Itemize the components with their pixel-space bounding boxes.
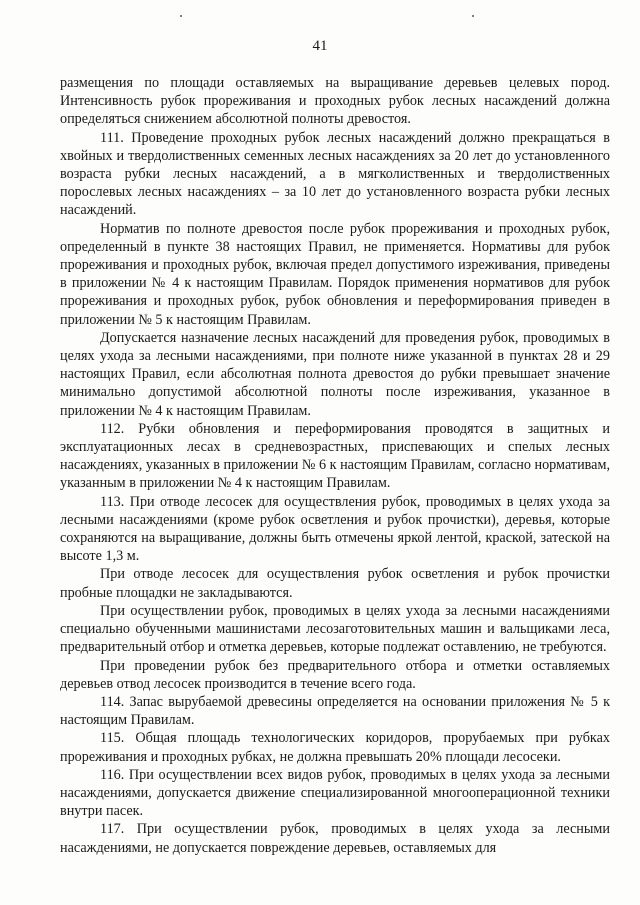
paragraph: 115. Общая площадь технологических коридоров, прорубаемых при рубках прореживания и проходных рубках, не должна превышать 20% площади лесосеки. bbox=[60, 730, 610, 765]
paragraph: Допускается назначение лесных насаждений для проведения рубок, проводимых в целях ухода за лесными насаждениями, при полноте ниже указанной в пунктах 28 и 29 настоящих Правил, если абсолютная полнота древостоя до рубки превышает значение минимально допустимой абсолютной полноты после изреживания, указанное в приложении № 4 к настоящим Правилам. bbox=[60, 329, 610, 419]
paragraph: 117. При осуществлении рубок, проводимых в целях ухода за лесными насаждениями, не допускается повреждение деревьев, оставляемых для bbox=[60, 821, 610, 856]
paragraph: 113. При отводе лесосек для осуществления рубок, проводимых в целях ухода за лесными насаждениями (кроме рубок осветления и рубок прочистки), деревья, которые сохраняются на выращивание, должны быть отмечены яркой лентой, краской, затеской на высоте 1,3 м. bbox=[60, 493, 610, 565]
paragraph: 114. Запас вырубаемой древесины определяется на основании приложения № 5 к настоящим Правилам. bbox=[60, 693, 610, 729]
paragraph: При проведении рубок без предварительного отбора и отметки оставляемых деревьев отвод лесосек производится в течение всего года. bbox=[60, 657, 610, 692]
scan-speck bbox=[180, 15, 182, 17]
paragraph: При отводе лесосек для осуществления рубок осветления и рубок прочистки пробные площадки не закладываются. bbox=[60, 566, 610, 601]
paragraph: При осуществлении рубок, проводимых в целях ухода за лесными насаждениями специально обученными машинистами лесозаготовительных машин и вальщиками леса, предварительный отбор и отметка деревьев, которые подлежат оставлению, не требуются. bbox=[60, 602, 610, 656]
paragraph: 116. При осуществлении всех видов рубок, проводимых в целях ухода за лесными насаждениями, допускается движение специализированной многооперационной техники внутри пасек. bbox=[60, 766, 610, 820]
document-body bbox=[60, 74, 610, 857]
paragraph: размещения по площади оставляемых на выращивание деревьев целевых пород. Интенсивность рубок прореживания и проходных рубок лесных насаждений должна определяться снижением абсолютной полноты древостоя. bbox=[60, 75, 610, 128]
paragraph: 112. Рубки обновления и переформирования проводятся в защитных и эксплуатационных лесах в средневозрастных, приспевающих и спелых лесных насаждениях, указанных в приложении № 6 к настоящим Правилам, согласно нормативам, указанным в приложении № 4 к настоящим Правилам. bbox=[60, 420, 610, 492]
paragraph: Норматив по полноте древостоя после рубок прореживания и проходных рубок, определенный в пункте 38 настоящих Правил, не применяется. Нормативы для рубок прореживания и проходных рубок, включая предел допустимого изреживания, приведены в приложении № 4 к настоящим Правилам. Порядок применения нормативов для рубок прореживания и проходных рубок, рубок обновления и переформирования приведен в приложении № 5 к настоящим Правилам. bbox=[60, 220, 610, 328]
page-number: 41 bbox=[312, 38, 328, 54]
scan-speck bbox=[472, 15, 474, 17]
paragraph: 111. Проведение проходных рубок лесных насаждений должно прекращаться в хвойных и твердолиственных семенных лесных насаждениях за 20 лет до установленного возраста рубки лесных насаждений, а в мягколиственных и твердолиственных порослевых лесных насаждениях – за 10 лет до установленного возраста рубки лесных насаждений. bbox=[60, 129, 610, 219]
